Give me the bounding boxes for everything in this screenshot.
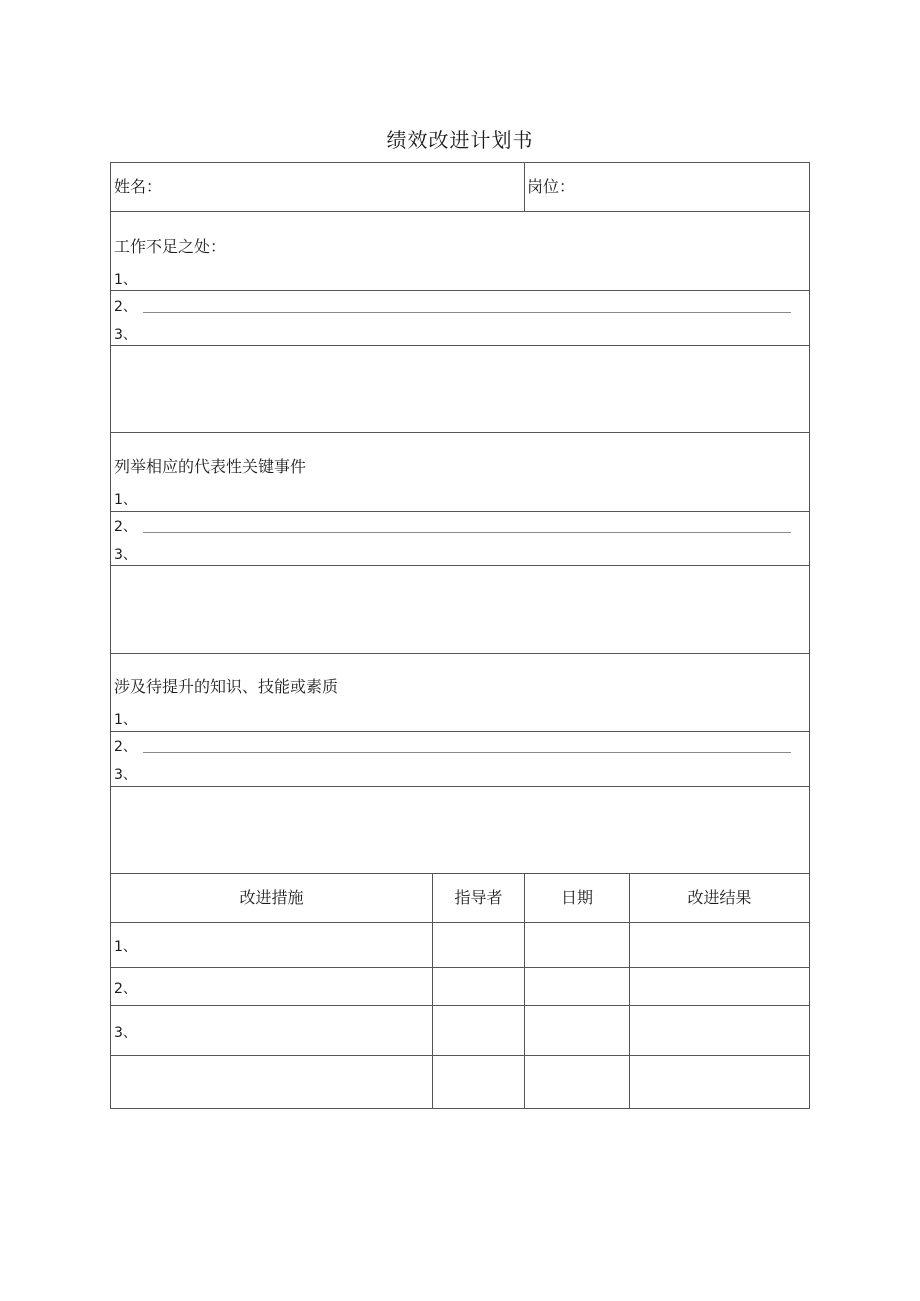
divider — [111, 290, 809, 291]
table-row[interactable] — [141, 1009, 429, 1051]
table-row[interactable] — [141, 971, 429, 1003]
section-heading-skills: 涉及待提升的知识、技能或素质 — [114, 677, 339, 696]
section-item-number: 2、 — [114, 739, 137, 755]
table-row[interactable] — [141, 927, 429, 965]
section-heading-key-events: 列举相应的代表性关键事件 — [114, 457, 307, 476]
section-item-field[interactable] — [141, 322, 801, 344]
table-row-number: 1、 — [114, 939, 137, 955]
divider — [111, 565, 809, 566]
divider — [111, 873, 809, 874]
section-item-number: 3、 — [114, 547, 137, 563]
section-item-field[interactable] — [141, 294, 801, 316]
section-item-number: 2、 — [114, 299, 137, 315]
section-heading-shortcomings: 工作不足之处： — [114, 237, 227, 256]
column-divider — [524, 873, 525, 1108]
section-item-number: 1、 — [114, 492, 137, 508]
table-row[interactable] — [141, 1059, 429, 1104]
section-item-field[interactable] — [141, 267, 801, 289]
section-item-number: 3、 — [114, 767, 137, 783]
section-notes-area[interactable] — [114, 349, 804, 429]
section-item-number: 1、 — [114, 712, 137, 728]
divider — [111, 511, 809, 512]
divider — [111, 786, 809, 787]
divider — [111, 653, 809, 654]
name-position-divider — [524, 163, 525, 211]
section-item-number: 1、 — [114, 272, 137, 288]
section-notes-area[interactable] — [114, 790, 804, 870]
position-field[interactable] — [581, 169, 801, 205]
divider — [111, 922, 809, 923]
table-header-result: 改进结果 — [687, 888, 752, 907]
section-item-field[interactable] — [141, 735, 801, 757]
column-divider — [432, 873, 433, 1108]
section-item-field[interactable] — [141, 542, 801, 564]
divider — [111, 211, 809, 212]
divider — [111, 432, 809, 433]
name-field[interactable] — [171, 169, 511, 205]
name-label: 姓名： — [114, 177, 163, 196]
table-header-measures: 改进措施 — [239, 888, 304, 907]
section-item-field[interactable] — [141, 707, 801, 729]
form-frame — [110, 162, 810, 1109]
divider — [111, 1055, 809, 1056]
section-item-field[interactable] — [141, 515, 801, 537]
column-divider — [629, 873, 630, 1108]
section-item-number: 2、 — [114, 519, 137, 535]
divider — [111, 1005, 809, 1006]
section-item-number: 3、 — [114, 327, 137, 343]
table-row-number: 3、 — [114, 1025, 137, 1041]
position-label: 岗位： — [527, 177, 576, 196]
table-header-date: 日期 — [560, 888, 593, 907]
section-item-field[interactable] — [141, 762, 801, 784]
table-header-mentor: 指导者 — [454, 888, 503, 907]
divider — [111, 345, 809, 346]
divider — [111, 731, 809, 732]
table-row-number: 2、 — [114, 981, 137, 997]
section-item-field[interactable] — [141, 487, 801, 509]
divider — [111, 967, 809, 968]
form-title: 绩效改进计划书 — [386, 128, 534, 152]
section-notes-area[interactable] — [114, 569, 804, 649]
